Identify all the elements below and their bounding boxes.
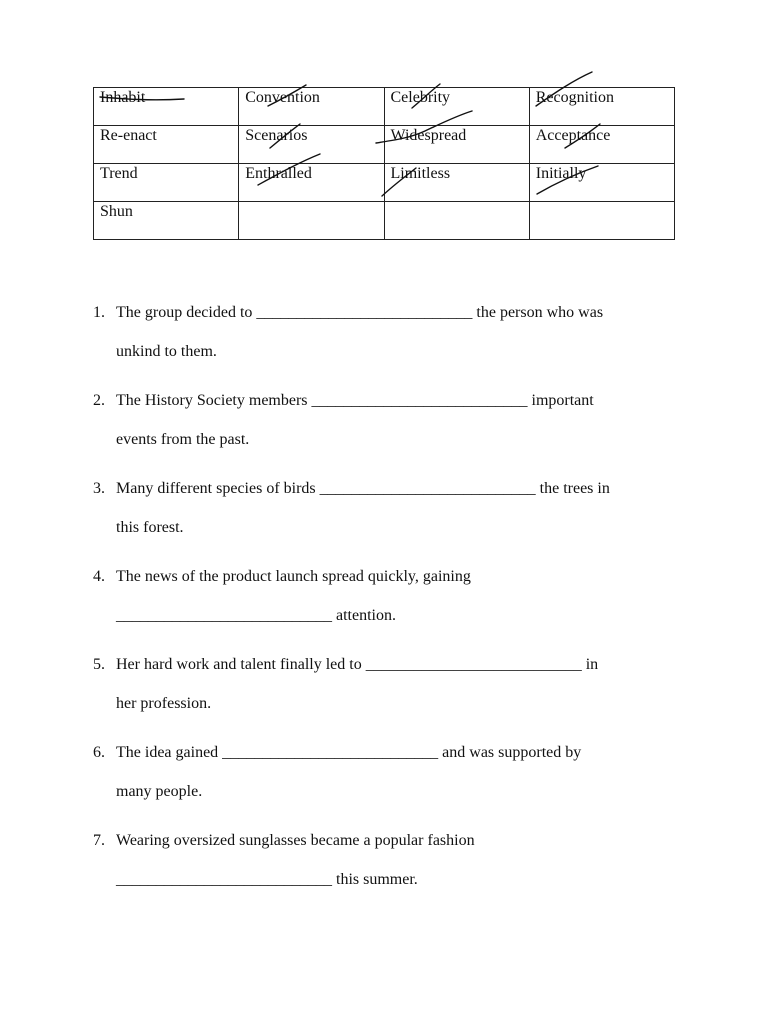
word-acceptance: Acceptance bbox=[535, 127, 611, 144]
question-item bbox=[93, 557, 693, 635]
question-number: 1. bbox=[93, 304, 105, 321]
question-text: The idea gained ___________________________ and was supported by many people. bbox=[116, 744, 582, 800]
word-inhabit: Inhabit bbox=[100, 89, 146, 106]
word-limitless: Limitless bbox=[390, 165, 451, 182]
word-bank-cell bbox=[94, 126, 239, 164]
question-text: Wearing oversized sunglasses became a popular fashion ___________________________ this summer. bbox=[116, 832, 475, 888]
question-item bbox=[93, 293, 693, 371]
word-bank-cell bbox=[94, 88, 239, 126]
word-trend: Trend bbox=[100, 165, 138, 182]
word-bank-cell-empty bbox=[384, 202, 529, 240]
word-celebrity: Celebrity bbox=[390, 89, 451, 106]
word-bank-cell bbox=[529, 164, 674, 202]
question-item bbox=[93, 381, 693, 459]
word-bank-cell bbox=[94, 202, 239, 240]
word-bank-table bbox=[93, 87, 675, 240]
word-bank-cell bbox=[384, 164, 529, 202]
question-number: 6. bbox=[93, 744, 105, 761]
question-number: 5. bbox=[93, 656, 105, 673]
word-recognition: Recognition bbox=[535, 89, 614, 106]
word-initially: Initially bbox=[535, 165, 587, 182]
word-scenarios: Scenarios bbox=[245, 127, 308, 144]
question-text: The news of the product launch spread quickly, gaining ___________________________ attention. bbox=[116, 568, 471, 624]
word-bank-cell-empty bbox=[529, 202, 674, 240]
question-number: 2. bbox=[93, 392, 105, 409]
word-bank-cell bbox=[239, 126, 384, 164]
word-bank-cell bbox=[529, 88, 674, 126]
question-list bbox=[93, 293, 693, 909]
word-bank-row bbox=[94, 88, 675, 126]
question-number: 3. bbox=[93, 480, 105, 497]
word-bank-cell bbox=[529, 126, 674, 164]
word-convention: Convention bbox=[245, 89, 320, 106]
question-text: The group decided to ___________________________ the person who was unkind to them. bbox=[116, 304, 604, 360]
word-bank-cell bbox=[94, 164, 239, 202]
word-bank-cell bbox=[384, 88, 529, 126]
word-shun: Shun bbox=[100, 203, 133, 220]
word-bank-cell-empty bbox=[239, 202, 384, 240]
question-number: 4. bbox=[93, 568, 105, 585]
question-item bbox=[93, 733, 693, 811]
word-bank-cell bbox=[239, 88, 384, 126]
question-text: Her hard work and talent finally led to ___________________________ in her profession. bbox=[116, 656, 599, 712]
question-text: The History Society members ___________________________ important events from the past. bbox=[116, 392, 594, 448]
word-bank-row bbox=[94, 164, 675, 202]
question-item bbox=[93, 645, 693, 723]
word-bank-cell bbox=[239, 164, 384, 202]
word-bank-row bbox=[94, 126, 675, 164]
word-bank-cell bbox=[384, 126, 529, 164]
question-item bbox=[93, 469, 693, 547]
word-widespread: Widespread bbox=[390, 127, 467, 144]
question-text: Many different species of birds ___________________________ the trees in this forest. bbox=[116, 480, 610, 536]
word-bank-row bbox=[94, 202, 675, 240]
word-enthralled: Enthralled bbox=[245, 165, 312, 182]
word-re-enact: Re-enact bbox=[100, 127, 157, 144]
question-item bbox=[93, 821, 693, 899]
question-number: 7. bbox=[93, 832, 105, 849]
